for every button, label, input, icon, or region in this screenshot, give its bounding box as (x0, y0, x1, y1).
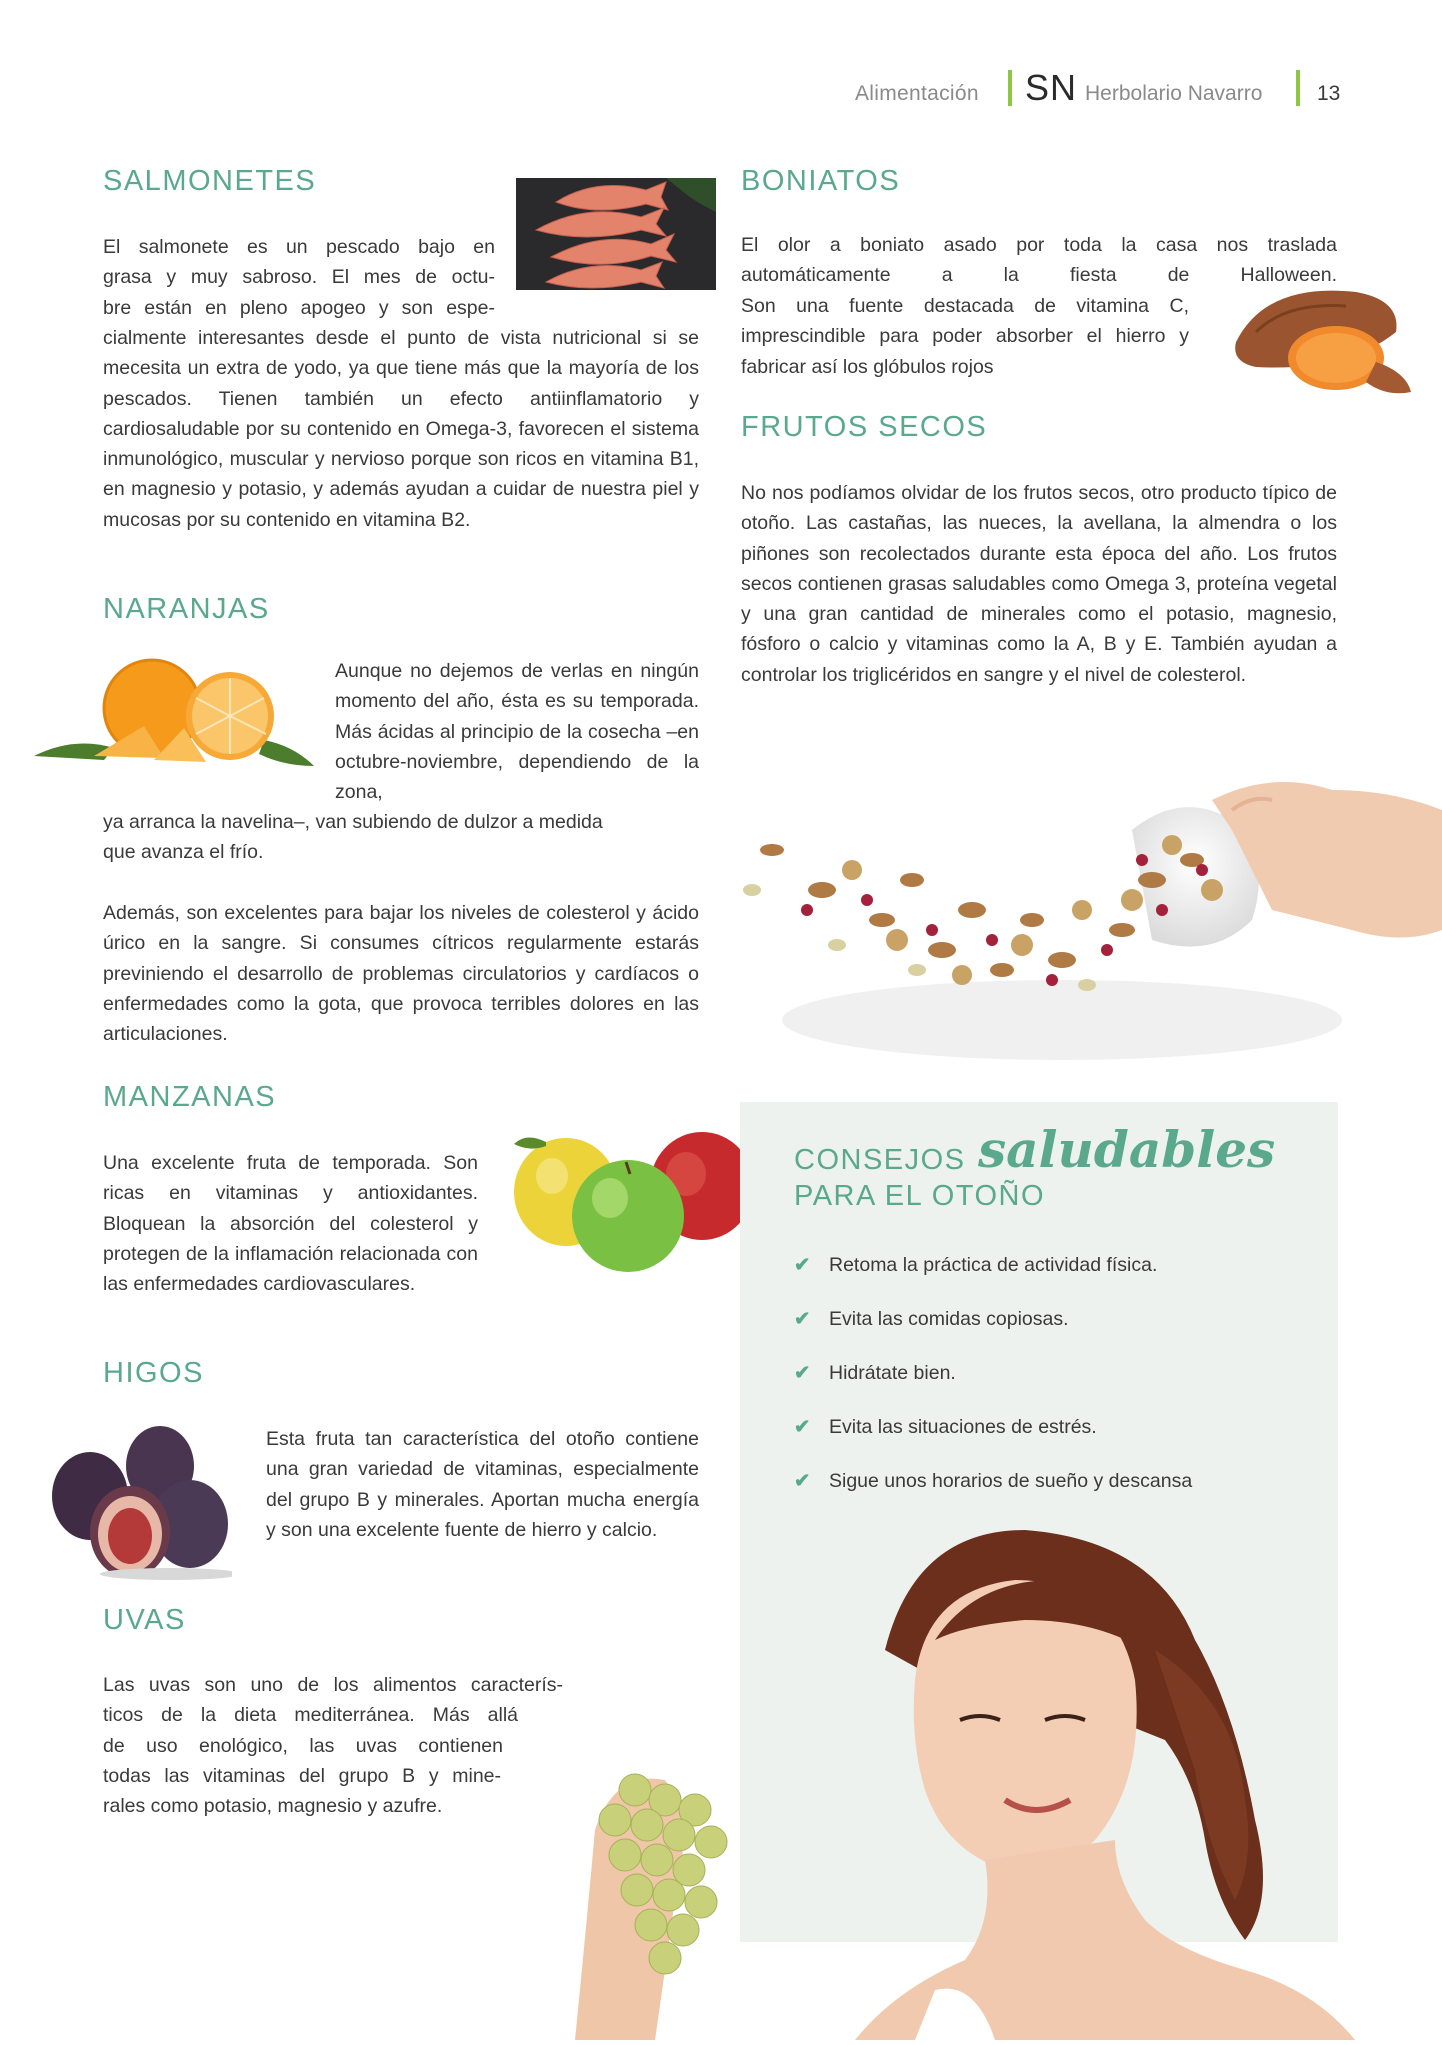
figs-image (40, 1424, 232, 1584)
header-brand: Herbolario Navarro (1085, 82, 1263, 105)
text-line: Las uvas son uno de los alimentos caracterís- (103, 1674, 563, 1696)
orange-image (34, 656, 316, 772)
page-number: 13 (1317, 82, 1341, 105)
check-icon: ✔ (794, 1416, 811, 1438)
check-icon: ✔ (794, 1254, 811, 1276)
section-title-higos: HIGOS (103, 1357, 204, 1389)
tip-item (794, 1361, 956, 1385)
frutos-secos-text: No nos podíamos olvidar de los frutos secos, otro producto típico de otoño. Las castañas, las nueces, la avellana, la almendra o los piñones son recolectados durante esta época del año. Los frutos secos contienen grasas saludables como Omega 3, proteína vegetal y una gran cantidad de minerales como el potasio, magnesio, fósforo o calcio y vitaminas como la A, B y E. También ayudan a controlar los triglicéridos en sangre y el nivel de colesterol. (741, 482, 1337, 686)
tip-text: Retoma la práctica de actividad física. (829, 1254, 1158, 1276)
header-divider (1008, 70, 1012, 106)
section-title-salmonetes: SALMONETES (103, 165, 317, 197)
section-title-boniatos: BONIATOS (741, 165, 901, 197)
text-line: bre están en pleno apogeo y son espe- (103, 296, 495, 319)
consejos-title: CONSEJOS (794, 1144, 966, 1176)
salmonetes-text-narrow (103, 232, 495, 323)
naranjas-text-after: ya arranca la navelina–, van subiendo de dulzor a medida que avanza el frío. (103, 811, 603, 864)
text-line: de uso enológico, las uvas contienen (103, 1734, 503, 1757)
tip-item (794, 1253, 1157, 1277)
tip-text: Evita las situaciones de estrés. (829, 1416, 1097, 1438)
section-title-uvas: UVAS (103, 1604, 186, 1636)
uvas-text (103, 1670, 563, 1821)
header-logo: SN (1025, 67, 1078, 108)
naranjas-text-2: Además, son excelentes para bajar los niveles de colesterol y ácido úrico en la sangre. Si consumes cítricos regularmente estarás previniendo el desarrollo de problemas circulatorios y cardíacos o enfermedades como la gota, que provoca terribles dolores en las articulaciones. (103, 902, 699, 1046)
salmonetes-text: cialmente interesantes desde el punto de vista nutricional si se mecesita un extra de yodo, ya que tiene más que la mayoría de los pescados. Tienen también un efecto antiinflamatorio y cardiosaludable por su contenido en Omega-3, favorecen el sistema inmunológico, muscular y nervioso porque son ricos en vitamina B1, en magnesio y potasio, y además ayudan a cuidar de nuestra piel y mucosas por su contenido en vitamina B2. (103, 327, 699, 531)
sweet-potato-image (1226, 272, 1416, 402)
nuts-image (712, 770, 1442, 1070)
tip-text: Sigue unos horarios de sueño y descansa (829, 1470, 1193, 1492)
woman-with-grapes-image (555, 1520, 1355, 2040)
check-icon: ✔ (794, 1308, 811, 1330)
higos-text: Esta fruta tan característica del otoño contiene una gran variedad de vitaminas, especialmente del grupo B y minerales. Aportan mucha energía y son una excelente fuente de hierro y calcio. (266, 1428, 699, 1541)
text-line: rales como potasio, magnesio y azufre. (103, 1795, 443, 1818)
tip-text: Hidrátate bien. (829, 1362, 956, 1384)
tip-item (794, 1469, 1192, 1493)
header-section: Alimentación (855, 82, 979, 105)
header-divider (1296, 70, 1300, 106)
text-line: ticos de la dieta mediterránea. Más allá (103, 1704, 518, 1727)
section-title-naranjas: NARANJAS (103, 593, 270, 625)
manzanas-text: Una excelente fruta de temporada. Son ricas en vitaminas y antioxidantes. Bloquean la absorción del colesterol y protegen de la inflamación relacionada con las enfermedades cardiovasculares. (103, 1152, 478, 1296)
consejos-script-title: saludables (978, 1120, 1276, 1179)
fish-image (516, 172, 718, 294)
tip-item (794, 1415, 1097, 1439)
consejos-subtitle: PARA EL OTOÑO (794, 1180, 1046, 1212)
text-line: El salmonete es un pescado bajo en (103, 236, 495, 258)
text-line: todas las vitaminas del grupo B y mine- (103, 1764, 501, 1787)
section-title-frutos-secos: FRUTOS SECOS (741, 411, 988, 443)
section-title-manzanas: MANZANAS (103, 1081, 277, 1113)
tip-item (794, 1307, 1069, 1331)
tip-text: Evita las comidas copiosas. (829, 1308, 1069, 1330)
check-icon: ✔ (794, 1470, 811, 1492)
boniatos-line-1: El olor a boniato asado por toda la casa nos traslada automáticamente a la fiesta de Halloween. (741, 234, 1337, 287)
check-icon: ✔ (794, 1362, 811, 1384)
text-line: grasa y muy sabroso. El mes de octu- (103, 266, 495, 289)
apples-image (506, 1124, 756, 1274)
naranjas-text-right: Aunque no dejemos de verlas en ningún momento del año, ésta es su temporada. Más ácidas al principio de la cosecha –en octubre-noviembre, dependiendo de la zona, (335, 660, 699, 804)
boniatos-text: Son una fuente destacada de vitamina C, imprescindible para poder absorber el hierro y fabricar así los glóbulos rojos (741, 295, 1189, 378)
